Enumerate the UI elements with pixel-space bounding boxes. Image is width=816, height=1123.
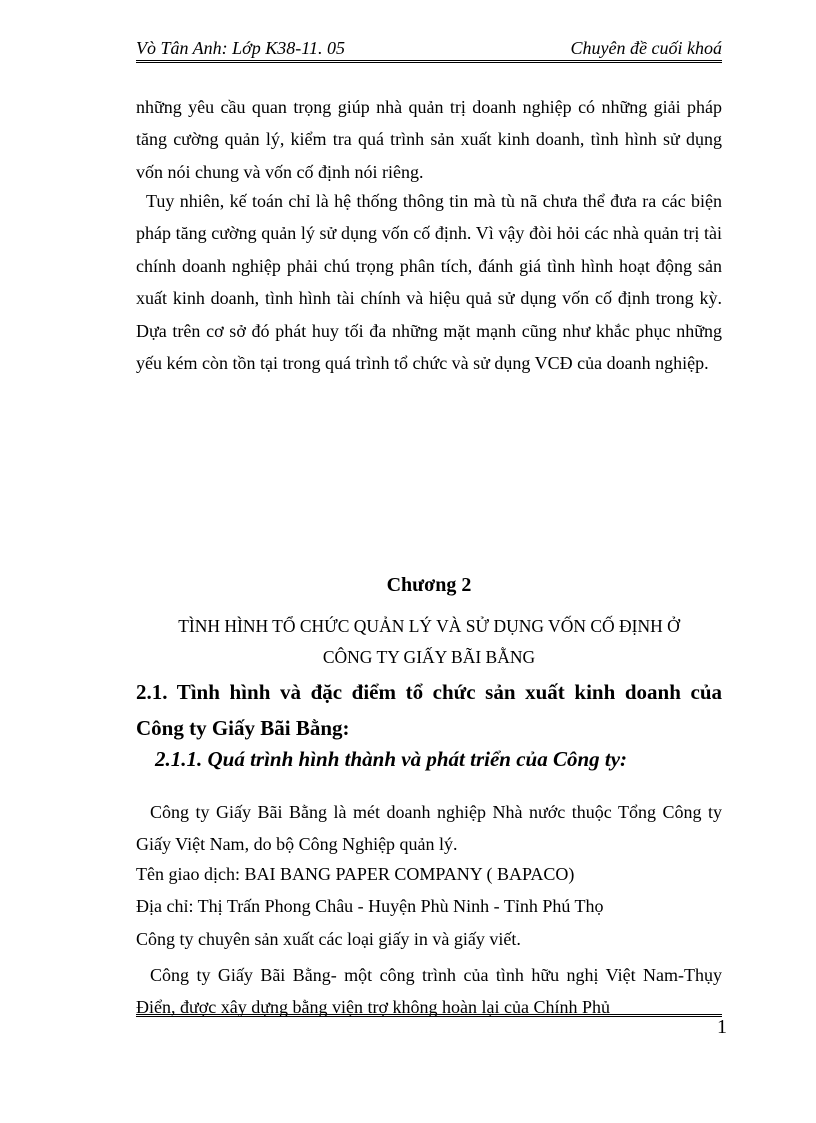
page-number: 1 [717, 1016, 727, 1038]
chapter-subtitle-line-2: CÔNG TY GIẤY BÃI BẰNG [322, 647, 536, 667]
body-paragraph-1: Công ty Giấy Bãi Bằng là mét doanh nghiệp Nhà nước thuộc Tổng Công ty Giấy Việt Nam, do bộ Công Nghiệp quản lý. [136, 802, 722, 855]
header-author: Vò Tân Anh: Lớp K38-11. 05 [136, 38, 345, 58]
body-paragraph-last: Công ty Giấy Bãi Bằng- một công trình của tình hữu nghị Việt Nam-Thụy Điển, được xây dựng bằng viện trợ không hoàn lại của Chính Phủ [136, 965, 722, 1018]
chapter-title: Chương 2 [386, 574, 472, 596]
footer-rule [136, 1014, 722, 1017]
chapter-subtitle-line-1: TÌNH HÌNH TỔ CHỨC QUẢN LÝ VÀ SỬ DỤNG VỐN CỐ ĐỊNH Ở [178, 616, 680, 636]
intro-paragraph-1: những yêu cầu quan trọng giúp nhà quản trị doanh nghiệp có những giải pháp tăng cường quản lý, kiểm tra quá trình sản xuất kinh doanh, tình hình sử dụng vốn nói chung và vốn cố định nói riêng. [136, 97, 722, 182]
trade-name-line: Tên giao dịch: BAI BANG PAPER COMPANY ( BAPACO) [136, 864, 575, 884]
chapter-subtitle [136, 611, 722, 673]
specialty-line: Công ty chuyên sản xuất các loại giấy in và giấy viết. [136, 929, 521, 949]
section-heading-2-1-1: 2.1.1. Quá trình hình thành và phát triển của Công ty: [155, 747, 628, 771]
header-document-type: Chuyên đề cuối khoá [570, 38, 722, 58]
section-heading-2-1: 2.1. Tình hình và đặc điểm tổ chức sản xuất kinh doanh của Công ty Giấy Bãi Bằng: [136, 680, 722, 740]
page-header [136, 38, 722, 63]
intro-paragraph-2: Tuy nhiên, kế toán chỉ là hệ thống thông tin mà tù nã chưa thể đưa ra các biện pháp tăng cường quản lý sử dụng vốn cố định. Vì vậy đòi hỏi các nhà quản trị tài chính doanh nghiệp phải chú trọng phân tích, đánh giá tình hình hoạt động sản xuất kinh doanh, tình hình tài chính và hiệu quả sử dụng vốn cố định trong kỳ. Dựa trên cơ sở đó phát huy tối đa những mặt mạnh cũng như khắc phục những yếu kém còn tồn tại trong quá trình tổ chức và sử dụng VCĐ của doanh nghiệp. [136, 191, 722, 374]
address-line: Địa chỉ: Thị Trấn Phong Châu - Huyện Phù Ninh - Tỉnh Phú Thọ [136, 896, 604, 916]
